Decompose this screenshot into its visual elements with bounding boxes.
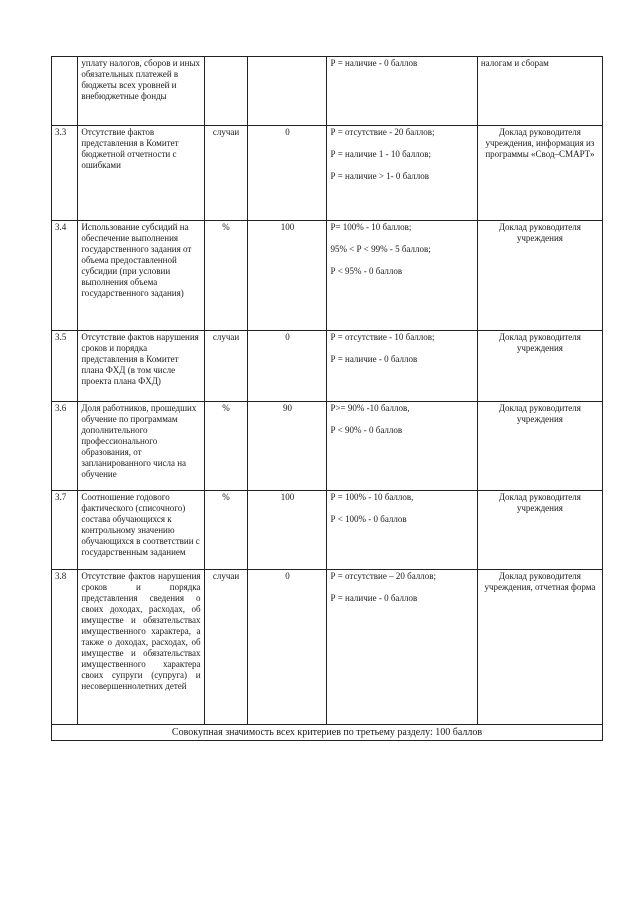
- total-row: [52, 725, 603, 741]
- criterion-name: Соотношение годового фактического (списочного) состава обучающихся к контрольному значению обучающихся в соответствии с государственным заданием: [78, 491, 204, 570]
- row-number: 3.4: [52, 221, 78, 331]
- criterion-name: уплату налогов, сборов и иных обязательных платежей в бюджеты всех уровней и внебюджетные фонды: [78, 57, 204, 126]
- calc-method: [327, 331, 477, 402]
- calc-method: [327, 491, 477, 570]
- calc-method: [327, 126, 477, 221]
- calc-line: Р = наличие 1 - 10 баллов;: [330, 149, 431, 159]
- calc-line: Р < 90% - 0 баллов: [330, 425, 403, 435]
- criterion-name: Использование субсидий на обеспечение выполнения государственного задания от объема предоставленной субсидии (при условии выполнения объема государственного задания): [78, 221, 204, 331]
- target-value: [248, 57, 327, 126]
- table-row-3-5: [52, 331, 603, 402]
- table-row-3-3: [52, 126, 603, 221]
- target-value: 0: [248, 126, 327, 221]
- row-number: 3.6: [52, 402, 78, 491]
- section-total: Совокупная значимость всех критериев по третьему разделу: 100 баллов: [52, 725, 603, 741]
- unit-cell: %: [204, 402, 248, 491]
- row-number: [52, 57, 78, 126]
- calc-method: [327, 402, 477, 491]
- row-number: 3.5: [52, 331, 78, 402]
- calc-line: Р = наличие - 0 баллов: [330, 593, 418, 603]
- calc-line: Р = наличие > 1- 0 баллов: [330, 171, 430, 181]
- target-value: 100: [248, 491, 327, 570]
- calc-line: Р = 100% - 10 баллов,: [330, 492, 414, 502]
- info-source: налогам и сборам: [477, 57, 602, 126]
- calc-line: Р = наличие - 0 баллов: [330, 354, 418, 364]
- info-source: Доклад руководителя учреждения, отчетная форма: [477, 570, 602, 725]
- criterion-name: Отсутствие фактов нарушения сроков и порядка представления сведения о своих доходах, расходах, об имуществе и обязательствах имущественного характера, а также о доходах, расходах, об имуществе и обязательствах имущественного характера своих супруги (супруга) и несовершеннолетних детей: [78, 570, 204, 725]
- calc-method: [327, 221, 477, 331]
- row-number: 3.3: [52, 126, 78, 221]
- calc-line: 95% < Р < 99% - 5 баллов;: [330, 244, 431, 254]
- target-value: 100: [248, 221, 327, 331]
- calc-line: Р = наличие - 0 баллов: [330, 58, 418, 68]
- unit-cell: %: [204, 491, 248, 570]
- unit-cell: случаи: [204, 126, 248, 221]
- criterion-name: Отсутствие фактов нарушения сроков и порядка представления в Комитет плана ФХД (в том числе проекта плана ФХД): [78, 331, 204, 402]
- info-source: Доклад руководителя учреждения, информация из программы «Свод–СМАРТ»: [477, 126, 602, 221]
- calc-line: Р = отсутствие – 20 баллов;: [330, 571, 437, 581]
- calc-method: [327, 570, 477, 725]
- info-source: Доклад руководителя учреждения: [477, 221, 602, 331]
- unit-cell: %: [204, 221, 248, 331]
- calc-line: Р < 95% - 0 баллов: [330, 266, 403, 276]
- target-value: 0: [248, 331, 327, 402]
- continuation-row: [52, 57, 603, 126]
- table-row-3-6: [52, 402, 603, 491]
- criteria-table: [51, 56, 603, 741]
- criterion-name: Отсутствие фактов представления в Комитет бюджетной отчетности с ошибками: [78, 126, 204, 221]
- target-value: 0: [248, 570, 327, 725]
- unit-cell: случаи: [204, 570, 248, 725]
- calc-line: Р = отсутствие - 20 баллов;: [330, 127, 435, 137]
- info-source: Доклад руководителя учреждения: [477, 491, 602, 570]
- calc-line: Р= 100% - 10 баллов;: [330, 222, 412, 232]
- info-source: Доклад руководителя учреждения: [477, 331, 602, 402]
- table-row-3-8: [52, 570, 603, 725]
- table-row-3-4: [52, 221, 603, 331]
- unit-cell: случаи: [204, 331, 248, 402]
- row-number: 3.8: [52, 570, 78, 725]
- calc-line: Р>= 90% -10 баллов,: [330, 403, 410, 413]
- target-value: 90: [248, 402, 327, 491]
- criterion-name: Доля работников, прошедших обучение по программам дополнительного профессионального образования, от запланированного числа на обучение: [78, 402, 204, 491]
- calc-method: [327, 57, 477, 126]
- unit-cell: [204, 57, 248, 126]
- calc-line: Р < 100% - 0 баллов: [330, 514, 407, 524]
- row-number: 3.7: [52, 491, 78, 570]
- criteria-table-body: [52, 57, 603, 741]
- info-source: Доклад руководителя учреждения: [477, 402, 602, 491]
- table-row-3-7: [52, 491, 603, 570]
- calc-line: Р = отсутствие - 10 баллов;: [330, 332, 435, 342]
